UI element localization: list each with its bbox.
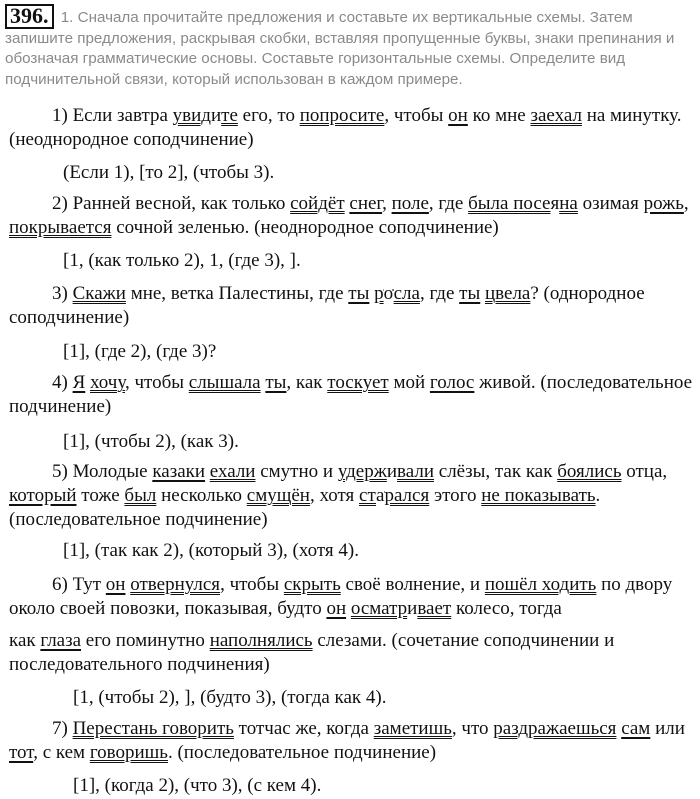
subject-underlined: голос: [429, 372, 475, 393]
example-scheme-4: [1], (чтобы 2), (как 3).: [63, 431, 239, 452]
predicate-underlined: ст: [359, 485, 377, 506]
sentence-text: 6) Тут: [52, 574, 106, 595]
subject-underlined: ты: [459, 283, 481, 304]
sentence-text: тотчас же, когда: [233, 718, 374, 739]
sentence-text: . (последовательное подчинение): [9, 485, 606, 530]
predicate-underlined: сойдёт: [290, 193, 345, 214]
predicate-underlined: не показывать: [481, 485, 596, 506]
sentence-text: сочной зеленью. (неоднородное соподчинение): [111, 217, 499, 238]
sentence-text: , чтобы: [220, 574, 284, 595]
predicate-underlined: слышала: [188, 372, 261, 393]
predicate-underlined: заехал: [530, 105, 582, 126]
sentence-text: отца,: [621, 461, 672, 482]
predicate-underlined: был: [124, 485, 157, 506]
predicate-underlined: удерж: [337, 461, 387, 482]
subject-underlined: Я: [72, 372, 86, 393]
sentence-text: озимая: [577, 193, 644, 214]
task-instructions: 1. Сначала прочитайте предложения и составьте их вертикальные схемы. Затем запишите предложения, раскрывая скобки, вставляя пропущенные буквы, знаки препинания и обозначая грамматические основы. Составьте горизонтальные схемы. Определите вид подчинительной связи, который использован в каждом примере.: [5, 9, 675, 88]
sentence-text: , где: [428, 193, 469, 214]
example-scheme-2: [1, (как только 2), 1, (где 3), ].: [63, 250, 301, 271]
sentence-text: колесо, тогда: [451, 598, 562, 619]
sentence-text: по двору около своей повозки, показывая, будто: [9, 574, 678, 619]
predicate-underlined: тоскует: [327, 372, 389, 393]
example-sentence-7: [9, 717, 695, 765]
example-sentence-2: [9, 192, 695, 240]
sentence-text: его, то: [237, 105, 300, 126]
sentence-text: как: [9, 630, 41, 651]
sentence-text: , что: [451, 718, 494, 739]
sentence-text: 3): [52, 283, 73, 304]
predicate-underlined: рался: [384, 485, 430, 506]
example-scheme-1: (Если 1), [то 2], (чтобы 3).: [63, 162, 275, 183]
subject-underlined: глаза: [40, 630, 82, 651]
example-scheme-7: [1], (когда 2), (что 3), (с кем 4).: [73, 775, 322, 796]
sentence-text: , чтобы: [124, 372, 189, 393]
stressed-letter: и: [407, 598, 418, 619]
subject-underlined: снег: [349, 193, 383, 214]
predicate-underlined: те: [221, 105, 238, 126]
predicate-underlined: хочу: [90, 372, 125, 393]
predicate-underlined: на: [559, 193, 578, 214]
subject-underlined: ты: [265, 372, 287, 393]
predicate-underlined: попросите: [299, 105, 385, 126]
sentence-text: смутно и: [255, 461, 338, 482]
sentence-text: несколько: [156, 485, 247, 506]
example-sentence-6-continued: [9, 629, 695, 677]
example-sentence-5: [9, 460, 695, 532]
sentence-text: живой. (последовательное подчинение): [9, 372, 697, 417]
predicate-underlined: покрывается: [9, 217, 112, 238]
sentence-text: ,: [683, 193, 694, 214]
subject-underlined: он: [105, 574, 126, 595]
predicate-underlined: р: [374, 283, 384, 304]
sentence-text: ко мне: [467, 105, 531, 126]
sentence-text: мой: [388, 372, 430, 393]
sentence-text: или: [650, 718, 690, 739]
subject-underlined: поле: [391, 193, 429, 214]
sentence-text: мне, ветка Палестины, где: [125, 283, 349, 304]
sentence-text: ,: [382, 193, 392, 214]
predicate-underlined: цвела: [484, 283, 531, 304]
predicate-underlined: вали: [397, 461, 435, 482]
sentence-text: слёзы, так как: [434, 461, 558, 482]
predicate-underlined: Скажи: [72, 283, 126, 304]
predicate-underlined: ехали: [209, 461, 256, 482]
predicate-underlined: осматр: [350, 598, 408, 619]
stressed-letter: и: [210, 105, 222, 126]
predicate-underlined: наполнялись: [209, 630, 313, 651]
sentence-text: на минутку. (неоднородное соподчинение): [9, 105, 687, 150]
predicate-underlined: боялись: [557, 461, 622, 482]
sentence-text: слезами. (сочетание соподчинении и последовательного подчинения): [9, 630, 620, 675]
stressed-letter: я: [550, 193, 560, 214]
subject-underlined: тот: [9, 742, 34, 763]
sentence-text: , хотя: [309, 485, 360, 506]
subject-underlined: сам: [621, 718, 651, 739]
subject-underlined: он: [326, 598, 347, 619]
predicate-underlined: вает: [417, 598, 452, 619]
predicate-underlined: скрыть: [283, 574, 341, 595]
example-sentence-1: [9, 104, 695, 152]
example-scheme-5: [1], (так как 2), (который 3), (хотя 4).: [63, 540, 359, 561]
subject-underlined: который: [9, 485, 77, 506]
sentence-text: 1) Если завтра: [52, 105, 173, 126]
predicate-underlined: Перестань говорить: [72, 718, 234, 739]
sentence-text: , где: [419, 283, 460, 304]
predicate-underlined: увид: [172, 105, 211, 126]
sentence-text: 5) Молодые: [52, 461, 153, 482]
sentence-text: ? (однородное соподчинение): [9, 283, 650, 328]
predicate-underlined: раздражаешься: [493, 718, 617, 739]
stressed-letter: о: [383, 283, 394, 304]
sentence-text: тоже: [76, 485, 125, 506]
example-sentence-4: [9, 371, 695, 419]
sentence-text: 2) Ранней весной, как только: [52, 193, 291, 214]
sentence-text: 4): [52, 372, 73, 393]
stressed-letter: и: [386, 461, 398, 482]
example-sentence-6: [9, 573, 695, 621]
task-header: [5, 4, 691, 90]
sentence-text: этого: [429, 485, 482, 506]
stressed-letter: а: [376, 485, 385, 506]
sentence-text: , чтобы: [384, 105, 449, 126]
task-number: 396.: [5, 4, 54, 29]
predicate-underlined: была посе: [468, 193, 551, 214]
sentence-text: 7): [52, 718, 73, 739]
predicate-underlined: отвернулся: [130, 574, 221, 595]
predicate-underlined: пошёл ходить: [484, 574, 597, 595]
subject-underlined: рожь: [643, 193, 684, 214]
predicate-underlined: заметишь: [373, 718, 452, 739]
sentence-text: , с кем: [33, 742, 90, 763]
sentence-text: , как: [286, 372, 328, 393]
subject-underlined: казаки: [152, 461, 206, 482]
example-sentence-3: [9, 282, 695, 330]
predicate-underlined: говоришь: [89, 742, 168, 763]
sentence-text: своё волнение, и: [340, 574, 485, 595]
sentence-text: его поминутно: [81, 630, 210, 651]
predicate-underlined: сла: [393, 283, 420, 304]
sentence-text: . (последовательное подчинение): [167, 742, 437, 763]
predicate-underlined: смущён: [246, 485, 310, 506]
example-scheme-6-final: [1, (чтобы 2), ], (будто 3), (тогда как 4).: [73, 687, 387, 708]
subject-underlined: он: [448, 105, 468, 126]
example-scheme-3: [1], (где 2), (где 3)?: [63, 341, 217, 362]
subject-underlined: ты: [348, 283, 370, 304]
